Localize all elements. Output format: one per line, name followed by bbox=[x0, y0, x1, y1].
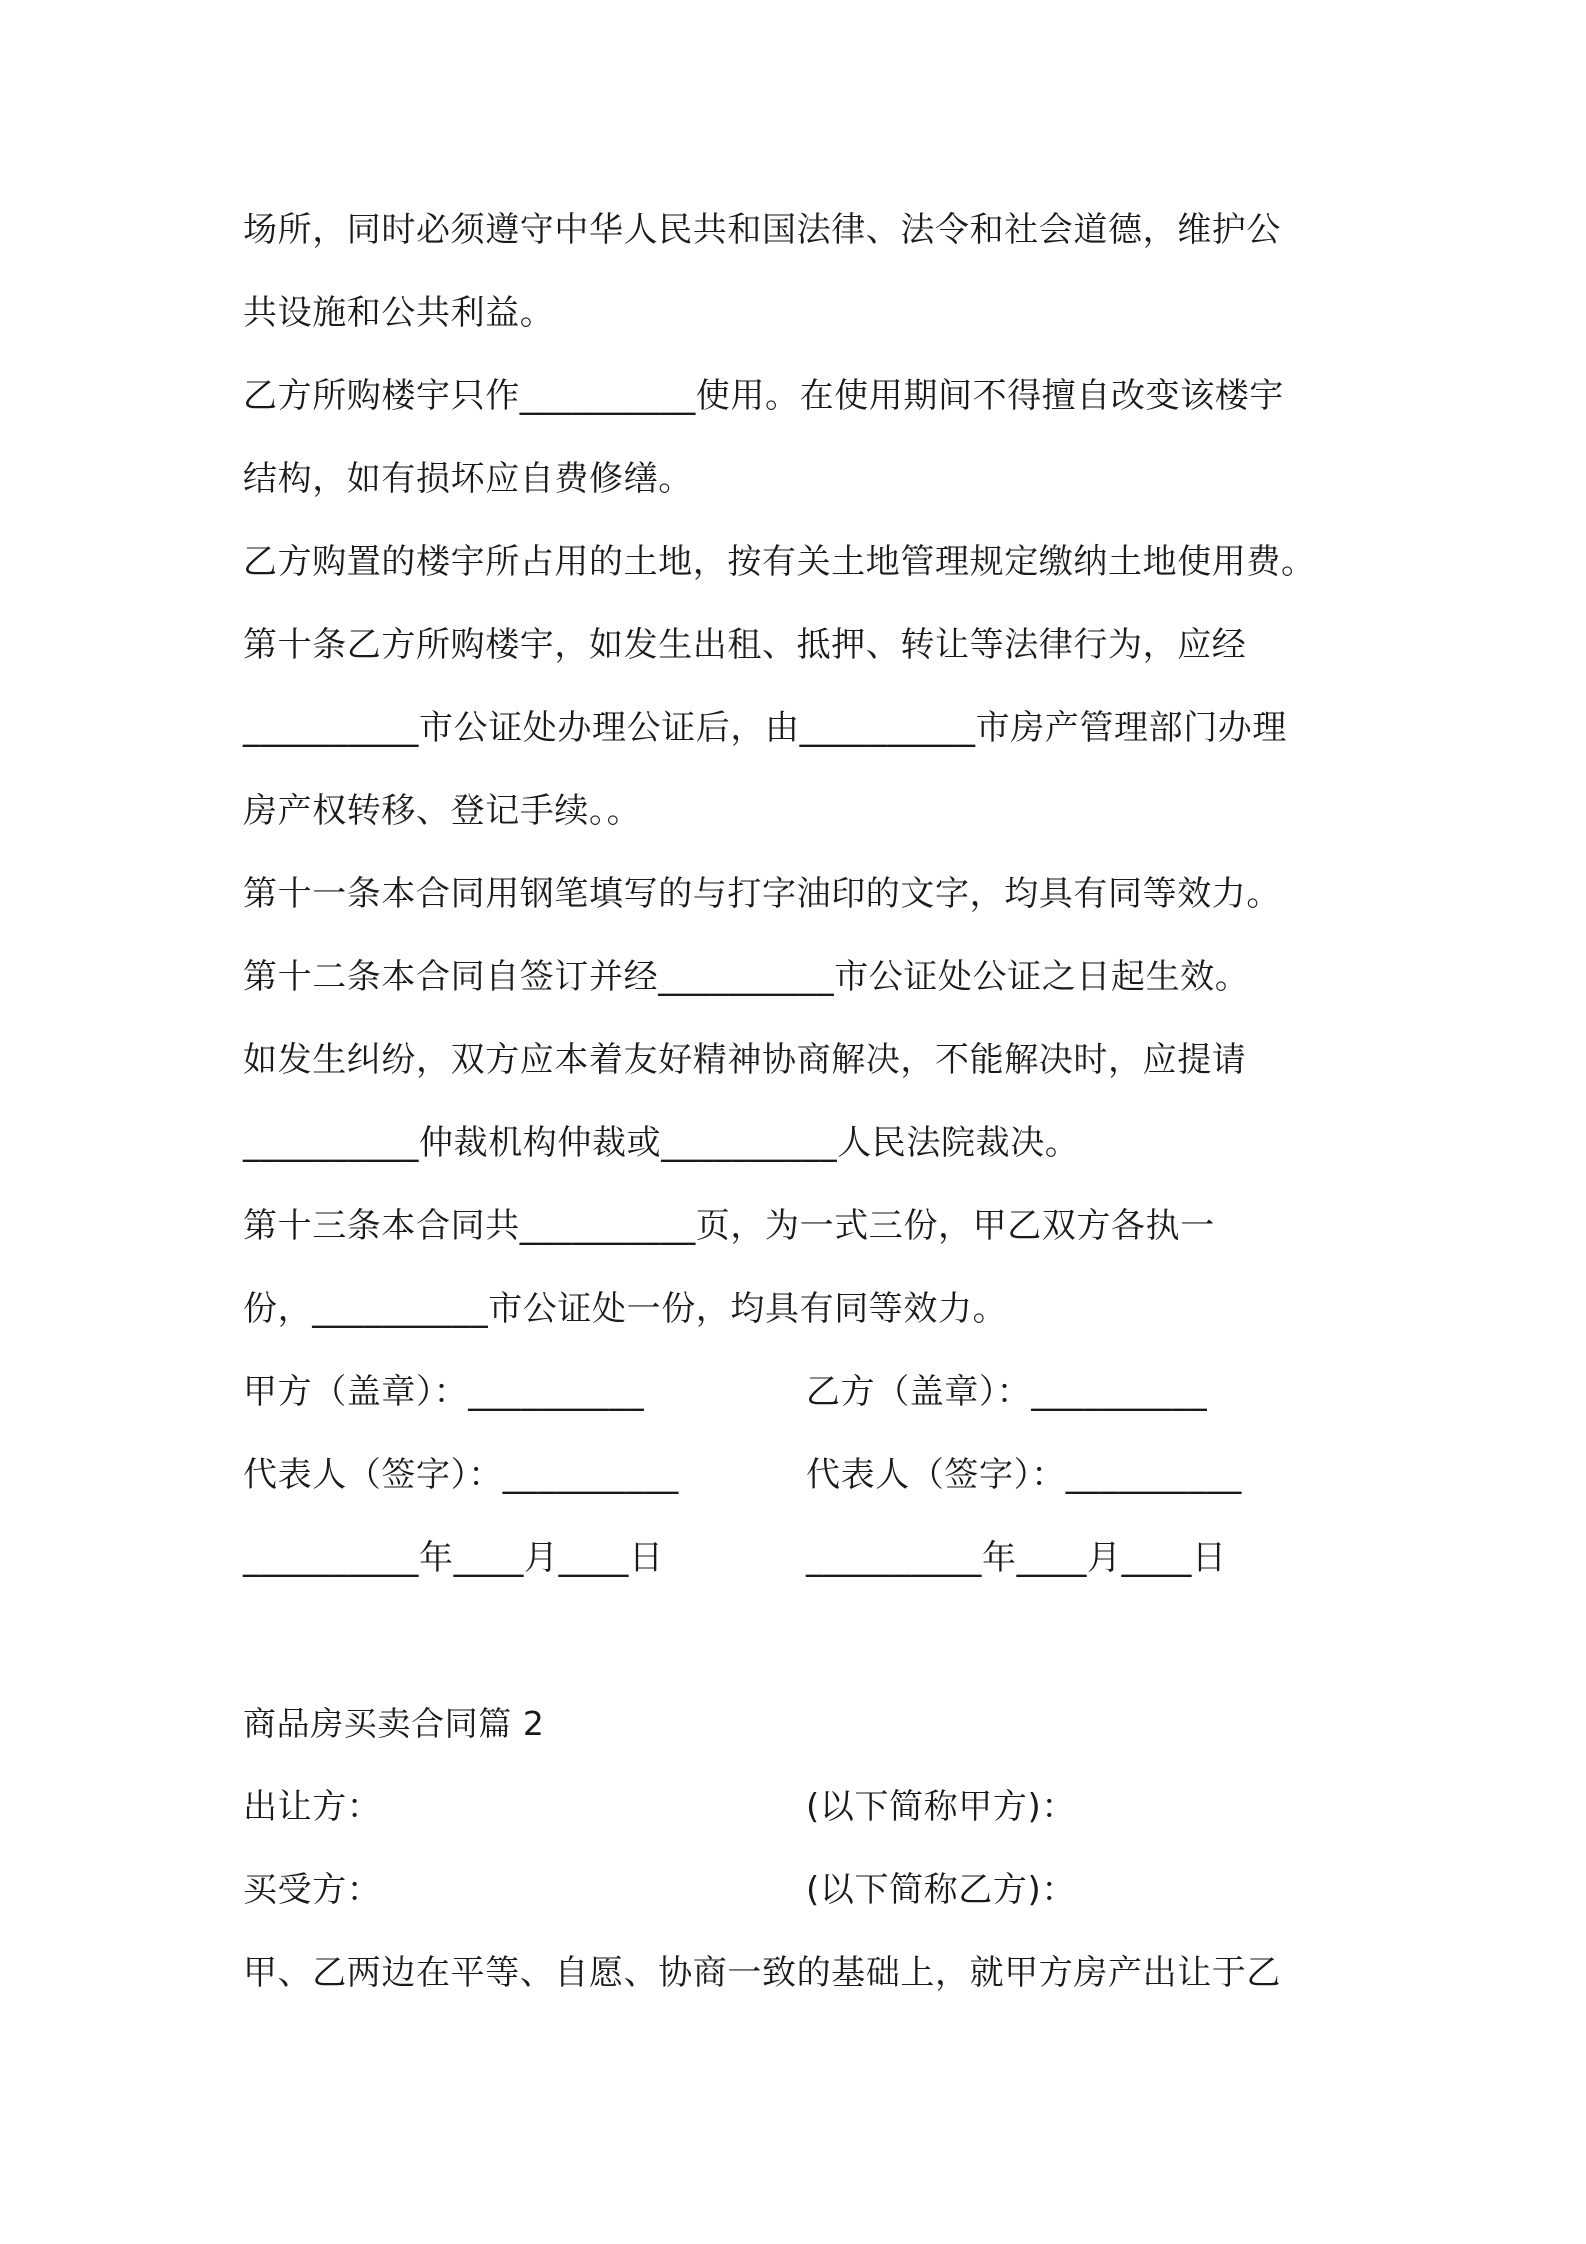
article-10-line-1: 第十条乙方所购楼宇，如发生出租、抵押、转让等法律行为，应经 bbox=[243, 625, 1247, 665]
article-13-line-1: 第十三条本合同共__________页，为一式三份，甲乙双方各执一 bbox=[243, 1206, 1215, 1246]
buyer-label: 买受方： bbox=[243, 1870, 382, 1910]
party-b-representative: 代表人（签字）：__________ bbox=[806, 1455, 1242, 1495]
body-line-3: 乙方所购楼宇只作__________使用。在使用期间不得擅自改变该楼宇 bbox=[243, 376, 1284, 416]
party-a-representative: 代表人（签字）：__________ bbox=[243, 1455, 679, 1495]
body-line-5: 乙方购置的楼宇所占用的土地，按有关土地管理规定缴纳土地使用费。 bbox=[243, 542, 1316, 582]
article-13-line-2: 份，__________市公证处一份，均具有同等效力。 bbox=[243, 1289, 1008, 1329]
section-intro-line: 甲、乙两边在平等、自愿、协商一致的基础上，就甲方房产出让于乙 bbox=[243, 1953, 1281, 1993]
article-12-line-2: 如发生纠纷，双方应本着友好精神协商解决，不能解决时，应提请 bbox=[243, 1040, 1247, 1080]
section-title: 商品房买卖合同篇 2 bbox=[243, 1704, 545, 1743]
article-10-line-3: 房产权转移、登记手续。。 bbox=[243, 791, 642, 831]
article-12-line-3: __________仲裁机构仲裁或__________人民法院裁决。 bbox=[243, 1123, 1080, 1163]
party-a-date: __________年____月____日 bbox=[243, 1538, 664, 1578]
seller-label: 出让方： bbox=[243, 1787, 382, 1827]
party-b-date: __________年____月____日 bbox=[806, 1538, 1227, 1578]
buyer-note: (以下简称乙方)： bbox=[806, 1870, 1076, 1910]
article-10-line-2: __________市公证处办理公证后，由__________市房产管理部门办理 bbox=[243, 708, 1287, 748]
article-11-line: 第十一条本合同用钢笔填写的与打字油印的文字，均具有同等效力。 bbox=[243, 874, 1281, 914]
party-a-seal: 甲方（盖章）：__________ bbox=[243, 1372, 645, 1412]
seller-note: (以下简称甲方)： bbox=[806, 1787, 1076, 1827]
body-line-4: 结构，如有损坏应自费修缮。 bbox=[243, 459, 693, 499]
party-b-seal: 乙方（盖章）：__________ bbox=[806, 1372, 1208, 1412]
article-12-line-1: 第十二条本合同自签订并经__________市公证处公证之日起生效。 bbox=[243, 957, 1250, 997]
body-line-1: 场所，同时必须遵守中华人民共和国法律、法令和社会道德，维护公 bbox=[243, 210, 1281, 250]
body-line-2: 共设施和公共利益。 bbox=[243, 293, 555, 333]
